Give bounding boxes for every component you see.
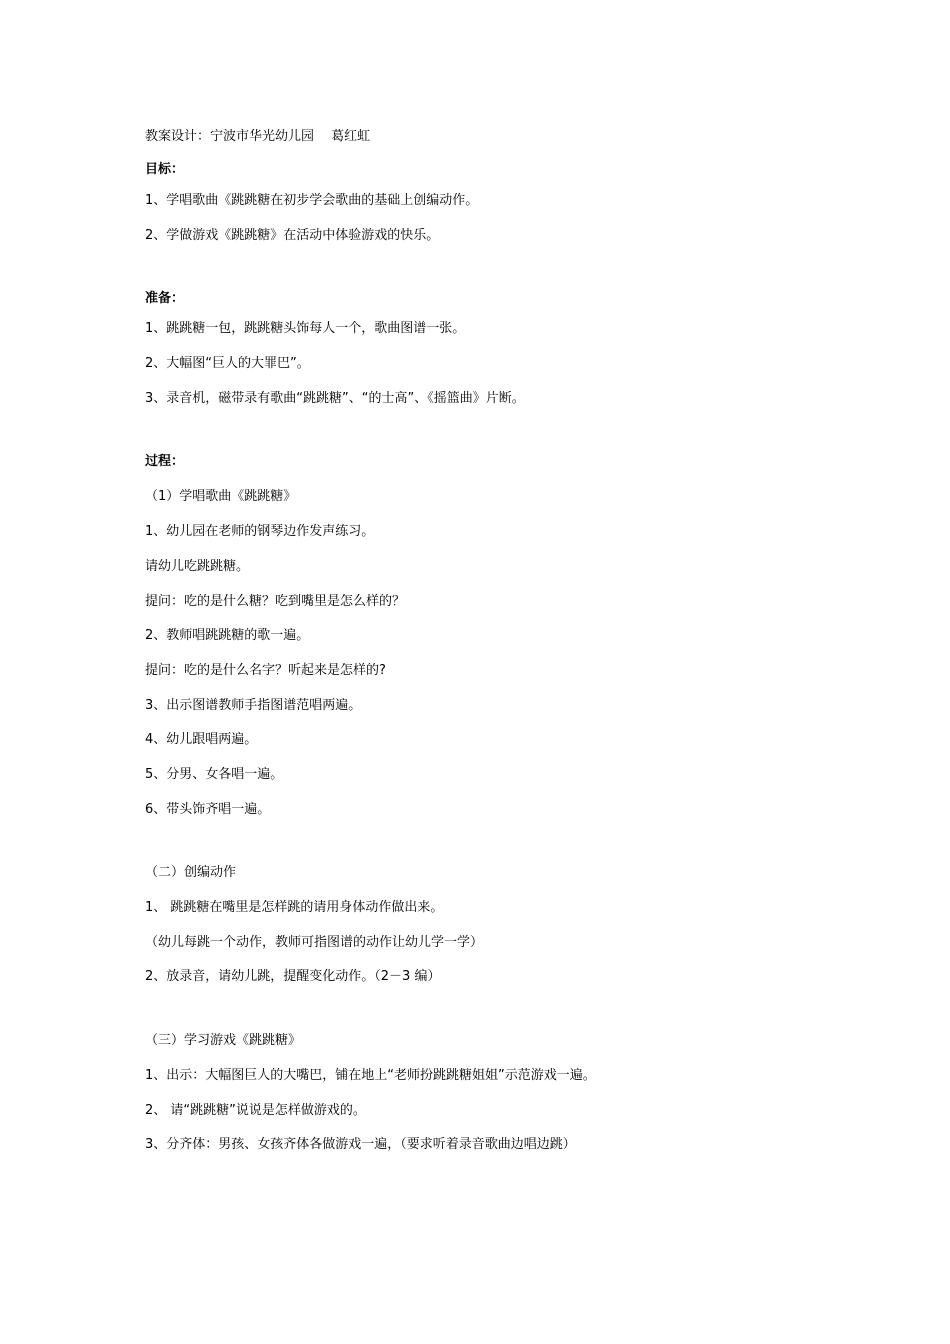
process-part1-title: （1）学唱歌曲《跳跳糖》 <box>145 489 297 504</box>
preparation-item: 3、录音机，磁带录有歌曲“跳跳糖”、“的士高”、《摇篮曲》片断。 <box>145 391 525 406</box>
process-part1-line: 6、带头饰齐唱一遍。 <box>145 802 271 817</box>
goals-heading: 目标： <box>145 162 185 177</box>
preparation-item: 2、大幅图“巨人的大罪巴”。 <box>145 356 310 371</box>
process-part1-line: 请幼儿吃跳跳糖。 <box>145 559 250 574</box>
process-part1-line: 5、分男、女各唱一遍。 <box>145 767 284 782</box>
process-part2-line: （幼儿每跳一个动作，教师可指图谱的动作让幼儿学一学） <box>145 935 484 950</box>
process-part1-line: 1、幼儿园在老师的钢琴边作发声练习。 <box>145 524 375 539</box>
process-part1-line: 2、教师唱跳跳糖的歌一遍。 <box>145 628 310 643</box>
process-part1-line: 提问：吃的是什么糖？吃到嘴里是怎么样的？ <box>145 594 406 609</box>
process-part1-line: 4、幼儿跟唱两遍。 <box>145 732 258 747</box>
process-heading: 过程： <box>145 454 185 469</box>
process-part3-line: 3、分齐体：男孩、女孩齐体各做游戏一遍，（要求听着录音歌曲边唱边跳） <box>145 1137 576 1152</box>
designer-line: 教案设计：宁波市华光幼儿园 葛红虹 <box>145 129 371 144</box>
process-part2-title: （二）创编动作 <box>145 865 237 880</box>
preparation-item: 1、跳跳糖一包，跳跳糖头饰每人一个，歌曲图谱一张。 <box>145 321 466 336</box>
process-part3-title: （三）学习游戏《跳跳糖》 <box>145 1033 302 1048</box>
process-part3-line: 1、出示：大幅图巨人的大嘴巴，铺在地上“老师扮跳跳糖姐姐”示范游戏一遍。 <box>145 1068 596 1083</box>
process-part1-line: 3、出示图谱教师手指图谱范唱两遍。 <box>145 698 362 713</box>
process-part3-line: 2、 请“跳跳糖”说说是怎样做游戏的。 <box>145 1103 366 1118</box>
process-part2-line: 2、放录音，请幼儿跳，提醒变化动作。（2－3 编） <box>145 969 441 984</box>
preparation-heading: 准备： <box>145 291 185 306</box>
goal-item: 1、学唱歌曲《跳跳糖在初步学会歌曲的基础上创编动作。 <box>145 193 479 208</box>
process-part2-line: 1、 跳跳糖在嘴里是怎样跳的请用身体动作做出来。 <box>145 900 444 915</box>
goal-item: 2、学做游戏《跳跳糖》在活动中体验游戏的快乐。 <box>145 228 440 243</box>
process-part1-line: 提问：吃的是什么名字？听起来是怎样的? <box>145 663 386 678</box>
